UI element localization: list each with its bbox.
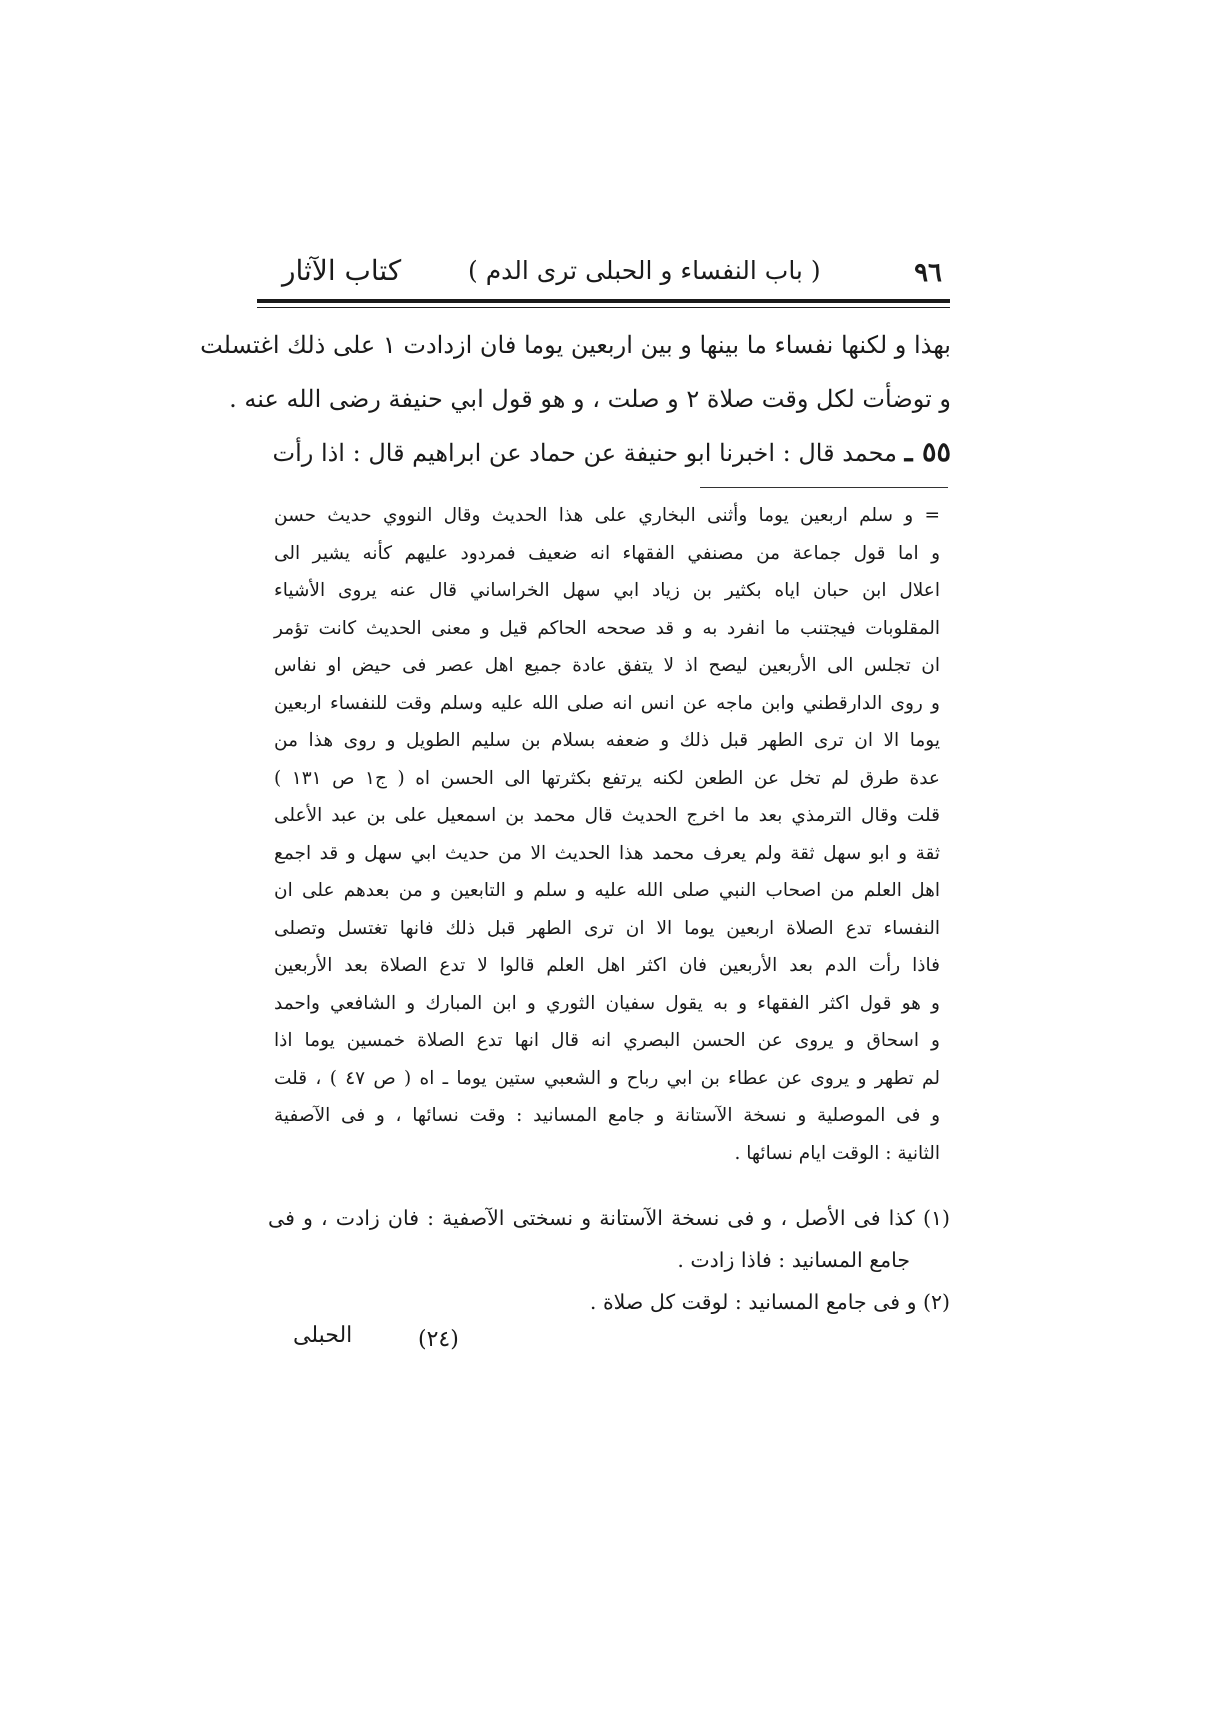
commentary-line: = و سلم اربعين يوما وأثنى البخاري على هذا الحديث وقال النووي حديث حسن: [274, 505, 940, 526]
hadith-text: محمد قال : اخبرنا ابو حنيفة عن حماد عن ابراهيم قال : اذا رأت: [272, 439, 898, 467]
footnote-2: (٢) و فى جامع المسانيد : لوقت كل صلاة .: [589, 1290, 950, 1314]
book-title: كتاب الآثار: [282, 254, 402, 287]
header-rule-thick: [257, 299, 950, 303]
footnote-1: (١) كذا فى الأصل ، و فى نسخة الآستانة و نسختى الآصفية : فان زادت ، و فى: [268, 1206, 950, 1230]
commentary-block: [274, 497, 940, 1172]
commentary-separator: [700, 487, 948, 488]
commentary-line: يوما الا ان ترى الطهر قبل ذلك و ضعفه بسلام بن سليم الطويل و روى هذا من: [274, 730, 940, 751]
main-text: [200, 318, 951, 480]
commentary-line: النفساء تدع الصلاة اربعين يوما الا ان ترى الطهر قبل ذلك فانها تغتسل وتصلى: [274, 917, 940, 939]
commentary-line: المقلوبات فيجتنب ما انفرد به و قد صححه الحاكم قيل و معنى الحديث كانت تؤمر: [274, 617, 940, 639]
hadith-number: ٥٥ ـ: [904, 437, 951, 468]
commentary-line: الثانية : الوقت ايام نسائها .: [734, 1142, 940, 1164]
commentary-line: و روى الدارقطني وابن ماجه عن انس انه صلى الله عليه وسلم وقت للنفساء اربعين: [274, 692, 940, 714]
commentary-line: اعلال ابن حبان اياه بكثير بن زياد ابي سهل الخراساني قال عنه يروى الأشياء: [274, 580, 940, 601]
signature-word: الحبلى: [293, 1323, 353, 1348]
page-number: ٩٦: [914, 258, 942, 288]
commentary-line: فاذا رأت الدم بعد الأربعين فان اكثر اهل العلم قالوا لا تدع الصلاة بعد الأربعين: [274, 955, 940, 976]
main-line: بهذا و لكنها نفساء ما بينها و بين اربعين يوما فان ازدادت ١ على ذلك اغتسلت: [200, 331, 951, 359]
commentary-line: عدة طرق لم تخل عن الطعن لكنه يرتفع بكثرتها الى الحسن اه ( ج١ ص ١٣١ ): [274, 767, 940, 789]
signature-number: (٢٤): [418, 1327, 459, 1352]
commentary-line: و فى الموصلية و نسخة الآستانة و جامع المسانيد : وقت نسائها ، و فى الآصفية: [274, 1105, 940, 1126]
footnotes: [268, 1197, 950, 1323]
commentary-line: ثقة و ابو سهل ثقة ولم يعرف محمد هذا الحديث الا من حديث ابي سهل و قد اجمع: [274, 842, 940, 864]
commentary-line: و اسحاق و يروى عن الحسن البصري انه قال انها تدع الصلاة خمسين يوما اذا: [274, 1030, 940, 1051]
commentary-line: و هو قول اكثر الفقهاء و به يقول سفيان الثوري و ابن المبارك و الشافعي واحمد: [274, 992, 940, 1014]
commentary-line: قلت وقال الترمذي بعد ما اخرج الحديث قال محمد بن اسمعيل على بن عبد الأعلى: [274, 805, 940, 826]
commentary-line: اهل العلم من اصحاب النبي صلى الله عليه و سلم و التابعين و من بعدهم على ان: [274, 880, 940, 901]
commentary-line: و اما قول جماعة من مصنفي الفقهاء انه ضعيف فمردود عليهم كأنه يشير الى: [274, 542, 940, 564]
commentary-line: ان تجلس الى الأربعين ليصح اذ لا يتفق عادة جميع اهل عصر فى حيض او نفاس: [274, 655, 940, 676]
chapter-title: ( باب النفساء و الحبلى ترى الدم ): [468, 256, 821, 285]
main-line: و توضأت لكل وقت صلاة ٢ و صلت ، و هو قول ابي حنيفة رضى الله عنه .: [229, 385, 951, 413]
footnote-1-cont: جامع المسانيد : فاذا زادت .: [677, 1248, 910, 1272]
header-rule-thin: [257, 307, 950, 308]
commentary-line: لم تطهر و يروى عن عطاء بن ابي رباح و الشعبي ستين يوما ـ اه ( ص ٤٧ ) ، قلت: [274, 1067, 940, 1089]
page-header: [258, 252, 948, 292]
main-line-hadith: [266, 426, 951, 480]
